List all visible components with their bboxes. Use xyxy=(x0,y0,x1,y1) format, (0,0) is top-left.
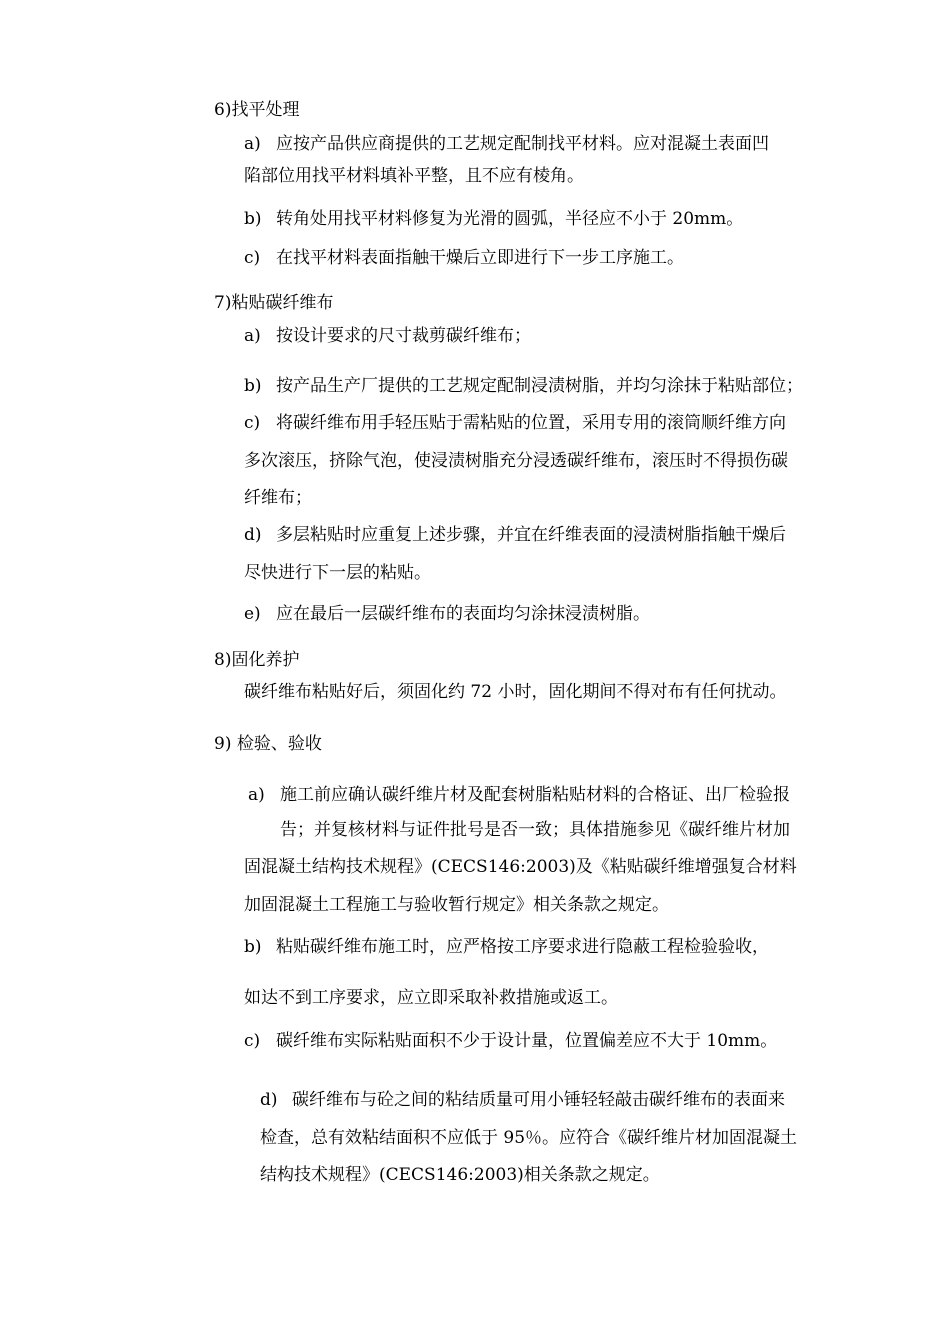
list-marker: d) xyxy=(260,1090,278,1110)
list-marker: a) xyxy=(244,134,261,154)
list-item-text: 将碳纤维布用手轻压贴于需粘贴的位置，采用专用的滚筒顺纤维方向 xyxy=(276,413,786,433)
section-7-heading: 7)粘贴碳纤维布 xyxy=(214,293,334,313)
section-6-item-b xyxy=(244,207,743,231)
section-9-item-d-cont: 结构技术规程》(CECS146:2003)相关条款之规定。 xyxy=(260,1165,660,1185)
list-marker: c) xyxy=(244,248,261,268)
section-9-item-a-cont: 固混凝土结构技术规程》(CECS146:2003)及《粘贴碳纤维增强复合材料 xyxy=(244,857,797,877)
section-7-item-d-cont: 尽快进行下一层的粘贴。 xyxy=(244,563,431,583)
list-marker: a) xyxy=(244,326,261,346)
section-8-body: 碳纤维布粘贴好后，须固化约 72 小时，固化期间不得对布有任何扰动。 xyxy=(244,682,787,702)
list-marker: b) xyxy=(244,937,262,957)
section-9-item-d xyxy=(260,1088,785,1112)
list-item-text: 粘贴碳纤维布施工时，应严格按工序要求进行隐蔽工程检验验收， xyxy=(276,937,769,957)
list-item-text: 多层粘贴时应重复上述步骤，并宜在纤维表面的浸渍树脂指触干燥后 xyxy=(276,525,786,545)
section-9-item-a-cont: 告；并复核材料与证件批号是否一致；具体措施参见《碳纤维片材加 xyxy=(280,820,790,840)
section-9-heading: 9) 检验、验收 xyxy=(214,734,322,754)
section-7-item-c-cont: 多次滚压，挤除气泡，使浸渍树脂充分浸透碳纤维布，滚压时不得损伤碳 xyxy=(244,451,788,471)
section-6-item-a-cont: 陷部位用找平材料填补平整，且不应有棱角。 xyxy=(244,166,584,186)
list-marker: e) xyxy=(244,604,261,624)
list-marker: c) xyxy=(244,1031,261,1051)
list-marker: d) xyxy=(244,525,262,545)
list-item-text: 施工前应确认碳纤维片材及配套树脂粘贴材料的合格证、出厂检验报 xyxy=(280,785,790,805)
list-item-text: 碳纤维布与砼之间的粘结质量可用小锤轻轻敲击碳纤维布的表面来 xyxy=(292,1090,785,1110)
section-7-item-b xyxy=(244,374,803,398)
section-9-item-b-cont: 如达不到工序要求，应立即采取补救措施或返工。 xyxy=(244,988,618,1008)
list-marker: b) xyxy=(244,376,262,396)
section-6-item-c xyxy=(244,246,684,270)
list-item-text: 碳纤维布实际粘贴面积不少于设计量，位置偏差应不大于 10mm。 xyxy=(276,1031,778,1051)
list-marker: a) xyxy=(248,785,265,805)
list-item-text: 按设计要求的尺寸裁剪碳纤维布； xyxy=(276,326,531,346)
section-9-item-b xyxy=(244,935,769,959)
section-9-item-c xyxy=(244,1029,777,1053)
section-9-item-a xyxy=(248,783,790,807)
list-item-text: 在找平材料表面指触干燥后立即进行下一步工序施工。 xyxy=(276,248,684,268)
list-item-text: 转角处用找平材料修复为光滑的圆弧，半径应不小于 20mm。 xyxy=(276,209,744,229)
list-marker: c) xyxy=(244,413,261,433)
section-7-item-d xyxy=(244,523,786,547)
section-6-heading: 6)找平处理 xyxy=(214,100,300,120)
list-marker: b) xyxy=(244,209,262,229)
section-7-item-c xyxy=(244,411,786,435)
section-9-item-a-cont: 加固混凝土工程施工与验收暂行规定》相关条款之规定。 xyxy=(244,895,669,915)
list-item-text: 应在最后一层碳纤维布的表面均匀涂抹浸渍树脂。 xyxy=(276,604,650,624)
list-item-text: 按产品生产厂提供的工艺规定配制浸渍树脂，并均匀涂抹于粘贴部位； xyxy=(276,376,803,396)
section-7-item-e xyxy=(244,602,650,626)
section-7-item-c-cont: 纤维布； xyxy=(244,488,312,508)
section-7-item-a xyxy=(244,324,531,348)
section-8-heading: 8)固化养护 xyxy=(214,650,300,670)
section-6-item-a xyxy=(244,132,769,156)
section-9-item-d-cont: 检查，总有效粘结面积不应低于 95％。应符合《碳纤维片材加固混凝土 xyxy=(260,1128,798,1148)
list-item-text: 应按产品供应商提供的工艺规定配制找平材料。应对混凝土表面凹 xyxy=(276,134,769,154)
